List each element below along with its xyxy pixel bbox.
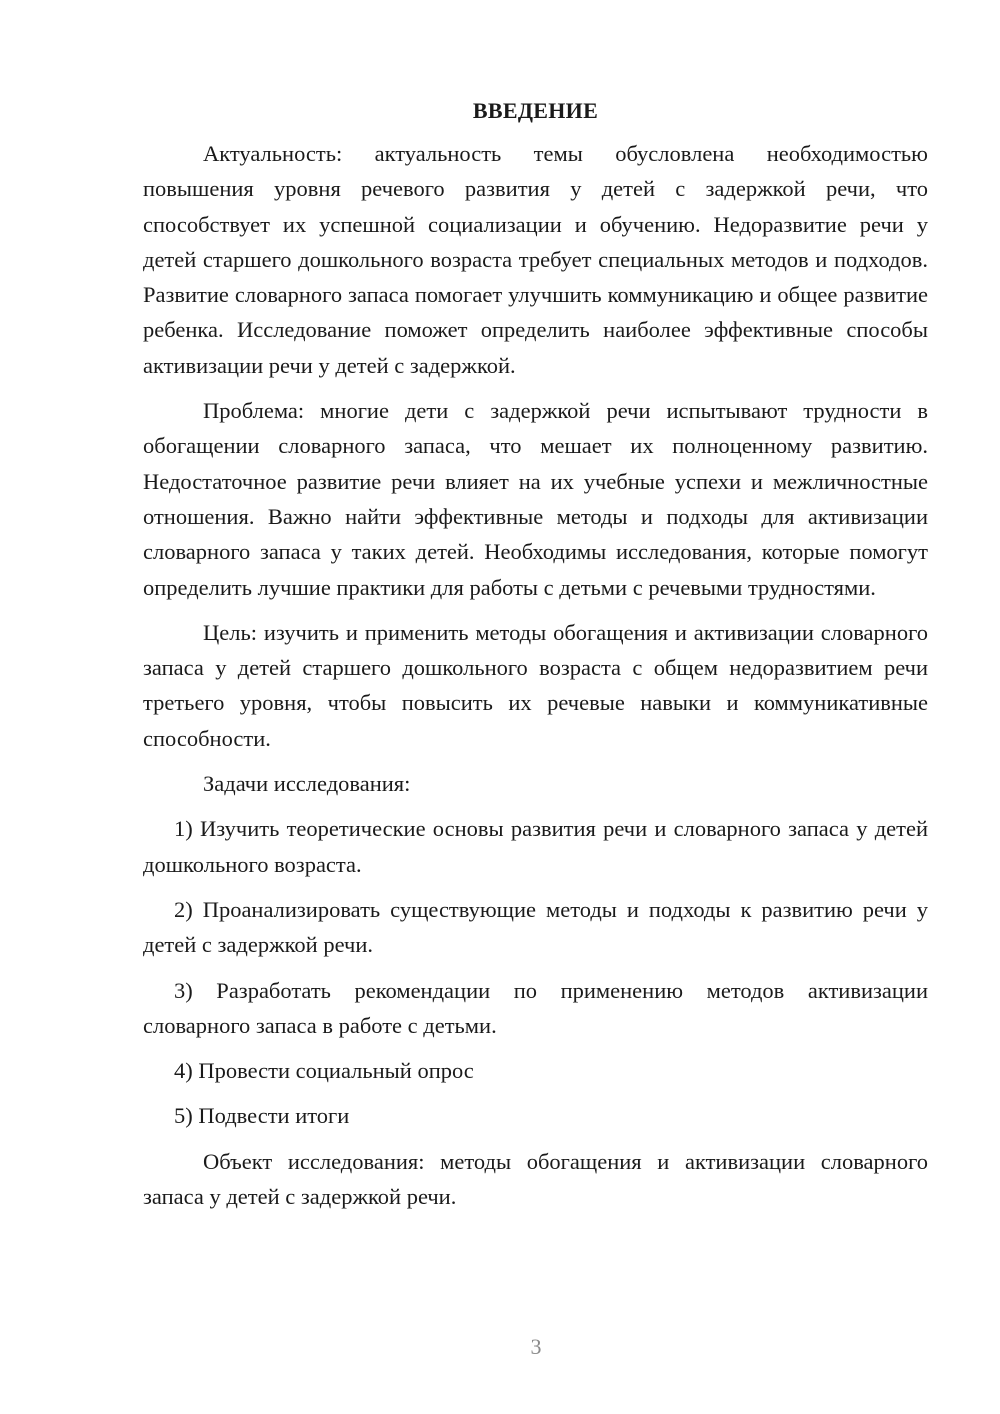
task-item-4: 4) Провести социальный опрос xyxy=(174,1058,474,1084)
document-page xyxy=(143,95,928,1214)
task-item-1: 1) Изучить теоретические основы развития речи и словарного запаса у детей дошкольного возраста. xyxy=(143,816,928,877)
paragraph-tasks-heading: Задачи исследования: xyxy=(203,771,411,797)
paragraph-object: Объект исследования: методы обогащения и активизации словарного запаса у детей с задержкой речи. xyxy=(143,1148,928,1210)
task-item-3: 3) Разработать рекомендации по применению методов активизации словарного запаса в работе с детьми. xyxy=(143,977,928,1038)
task-item-2: 2) Проанализировать существующие методы и подходы к развитию речи у детей с задержкой речи. xyxy=(143,896,928,958)
task-item-5: 5) Подвести итоги xyxy=(174,1103,350,1129)
paragraph-problem: Проблема: многие дети с задержкой речи испытывают трудности в обогащении словарного запаса, что мешает их полноценному развитию. Недостаточное развитие речи влияет на их учебные успехи и межличностные отношения. Важно найти эффективные методы и подходы для активизации словарного запаса у таких детей. Необходимы исследования, которые помогут определить лучшие практики для работы с детьми с речевыми трудностями. xyxy=(143,398,928,600)
paragraph-goal: Цель: изучить и применить методы обогащения и активизации словарного запаса у детей старшего дошкольного возраста с общем недоразвитием речи третьего уровня, чтобы повысить их речевые навыки и коммуникативные способности. xyxy=(143,619,928,751)
page-title: ВВЕДЕНИЕ xyxy=(472,98,599,123)
paragraph-relevance: Актуальность: актуальность темы обусловлена необходимостью повышения уровня речевого развития у детей с задержкой речи, что способствует их успешной социализации и обучению. Недоразвитие речи у детей старшего дошкольного возраста требует специальных методов и подходов. Развитие словарного запаса помогает улучшить коммуникацию и общее развитие ребенка. Исследование поможет определить наиболее эффективные способы активизации речи у детей с задержкой. xyxy=(143,141,928,378)
page-number: 3 xyxy=(530,1334,542,1359)
